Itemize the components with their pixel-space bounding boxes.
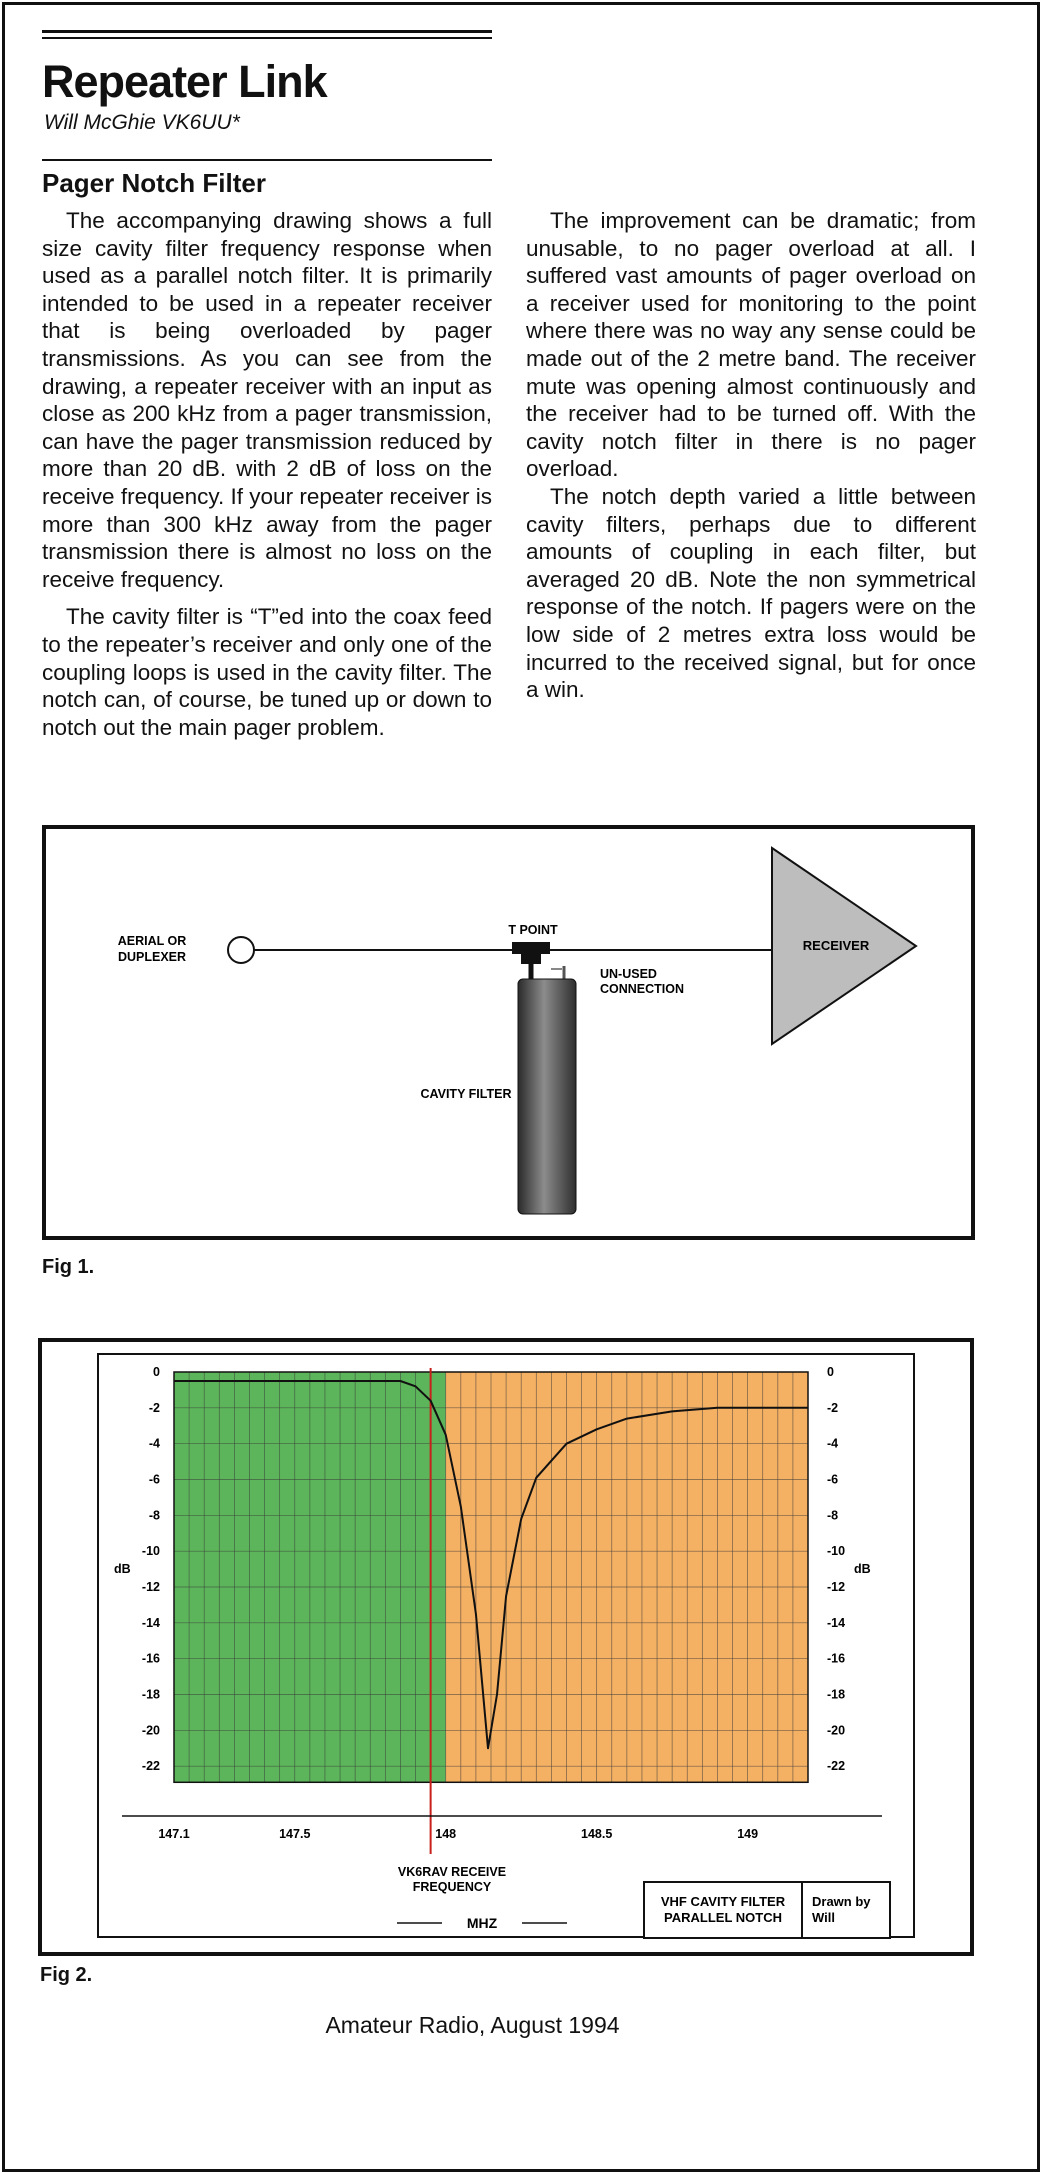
y-tick-label-right: -8	[827, 1508, 839, 1523]
y-tick-label-right: -18	[827, 1687, 846, 1702]
y-tick-label-left: -22	[141, 1759, 160, 1774]
y-tick-label-left: -2	[148, 1400, 160, 1415]
t-connector-stem	[521, 954, 541, 964]
cavity-filter-icon	[518, 979, 576, 1214]
y-tick-label-left: -20	[141, 1723, 160, 1738]
paragraph: The accompanying drawing shows a full size cavity filter frequency response when used as a parallel notch filter. It is primarily intended to be used in a repeater receiver that is being overloaded by pager transmissions. As you can see from the drawing, a repeater receiver with an input as close as 200 kHz from a pager transmission, can have the pager transmission reduced by more than 20 dB. with 2 dB of loss on the receive frequency. If your repeater receiver is more than 300 kHz away from the pager transmission there is almost no loss on the receive frequency.	[42, 208, 492, 592]
byline: Will McGhie VK6UU*	[44, 111, 240, 134]
aerial-label-2: DUPLEXER	[117, 950, 187, 964]
fig1-diagram	[46, 829, 971, 1236]
y-tick-label-left: -4	[148, 1436, 160, 1451]
receiver-label: RECEIVER	[802, 938, 870, 953]
plot-area	[114, 1365, 882, 1854]
unused-label-1: UN-USED	[600, 967, 657, 981]
y-tick-label-left: -6	[148, 1472, 160, 1487]
section-rule	[42, 159, 492, 161]
x-axis-label: MHZ	[466, 1915, 498, 1931]
y-tick-label-right: -2	[827, 1400, 839, 1415]
source-caption: Amateur Radio, August 1994	[325, 2012, 620, 2038]
y-tick-label-left: -18	[141, 1687, 160, 1702]
fig2-label: Fig 2.	[40, 1964, 93, 1986]
y-axis-label-left: dB	[114, 1562, 131, 1577]
y-tick-label-right: -22	[827, 1759, 846, 1774]
drawn-by-2: Will	[812, 1910, 835, 1925]
y-tick-label-right: -6	[827, 1472, 839, 1487]
receive-frequency-label-2: FREQUENCY	[412, 1880, 492, 1894]
y-tick-label-right: -16	[827, 1651, 846, 1666]
fig1-label: Fig 1.	[42, 1256, 95, 1278]
receive-frequency-label-1: VK6RAV RECEIVE	[397, 1865, 507, 1879]
cavity-filter-label: CAVITY FILTER	[420, 1087, 512, 1101]
left-column	[42, 207, 492, 741]
x-tick-label: 147.5	[279, 1827, 311, 1841]
y-tick-label-right: 0	[827, 1365, 834, 1379]
section-heading: Pager Notch Filter	[42, 168, 266, 198]
y-tick-label-left: 0	[153, 1365, 160, 1379]
x-tick-label: 149	[737, 1827, 759, 1841]
paragraph: The improvement can be dramatic; from unusable, to no pager overload at all. I suffered vast amounts of pager overload on a receiver used for monitoring to the point where there was no way any sense could be made out of the 2 metre band. The receiver mute was opening almost continuously and the receiver had to be turned off. With the cavity notch filter in there is no pager overload.	[526, 208, 976, 482]
y-tick-label-left: -12	[141, 1580, 160, 1594]
x-tick-label: 147.1	[158, 1827, 190, 1841]
header-rule-top	[42, 30, 492, 33]
right-column	[526, 207, 976, 704]
header-rule-bottom	[42, 37, 492, 39]
x-tick-label: 148.5	[581, 1827, 613, 1841]
y-tick-label-left: -16	[141, 1651, 160, 1666]
y-tick-label-left: -10	[141, 1544, 160, 1559]
y-tick-label-left: -14	[141, 1615, 160, 1630]
fig1-box	[42, 825, 975, 1240]
chart-title-1: VHF CAVITY FILTER	[660, 1894, 786, 1909]
aerial-connector-icon	[228, 937, 254, 963]
y-tick-label-right: -12	[827, 1580, 846, 1594]
drawn-by-1: Drawn by	[812, 1894, 871, 1909]
fig2-chart	[42, 1342, 970, 1952]
x-tick-label: 148	[435, 1827, 457, 1841]
fig2-box	[38, 1338, 974, 1956]
y-axis-label-right: dB	[854, 1562, 871, 1577]
t-point-label: T POINT	[508, 923, 558, 937]
paragraph: The notch depth varied a little between cavity filters, perhaps due to different amounts of coupling in each filter, but averaged 20 dB. Note the non symmetrical response of the notch. If pagers were on the low side of 2 metres extra loss would be incurred to the received signal, but for once a win.	[526, 483, 976, 703]
paragraph: The cavity filter is “T”ed into the coax feed to the repeater’s receiver and only one of the coupling loops is used in the cavity filter. The notch can, of course, be tuned up or down to notch out the main pager problem.	[42, 604, 492, 740]
y-tick-label-right: -10	[827, 1544, 846, 1559]
unused-label-2: CONNECTION	[600, 982, 685, 996]
article-title: Repeater Link	[42, 56, 327, 107]
t-connector-icon	[512, 942, 550, 954]
aerial-label-1: AERIAL OR	[117, 934, 187, 948]
chart-title-2: PARALLEL NOTCH	[664, 1910, 782, 1925]
y-tick-label-right: -14	[827, 1615, 846, 1630]
y-tick-label-right: -20	[827, 1723, 846, 1738]
y-tick-label-left: -8	[148, 1508, 160, 1523]
y-tick-label-right: -4	[827, 1436, 839, 1451]
